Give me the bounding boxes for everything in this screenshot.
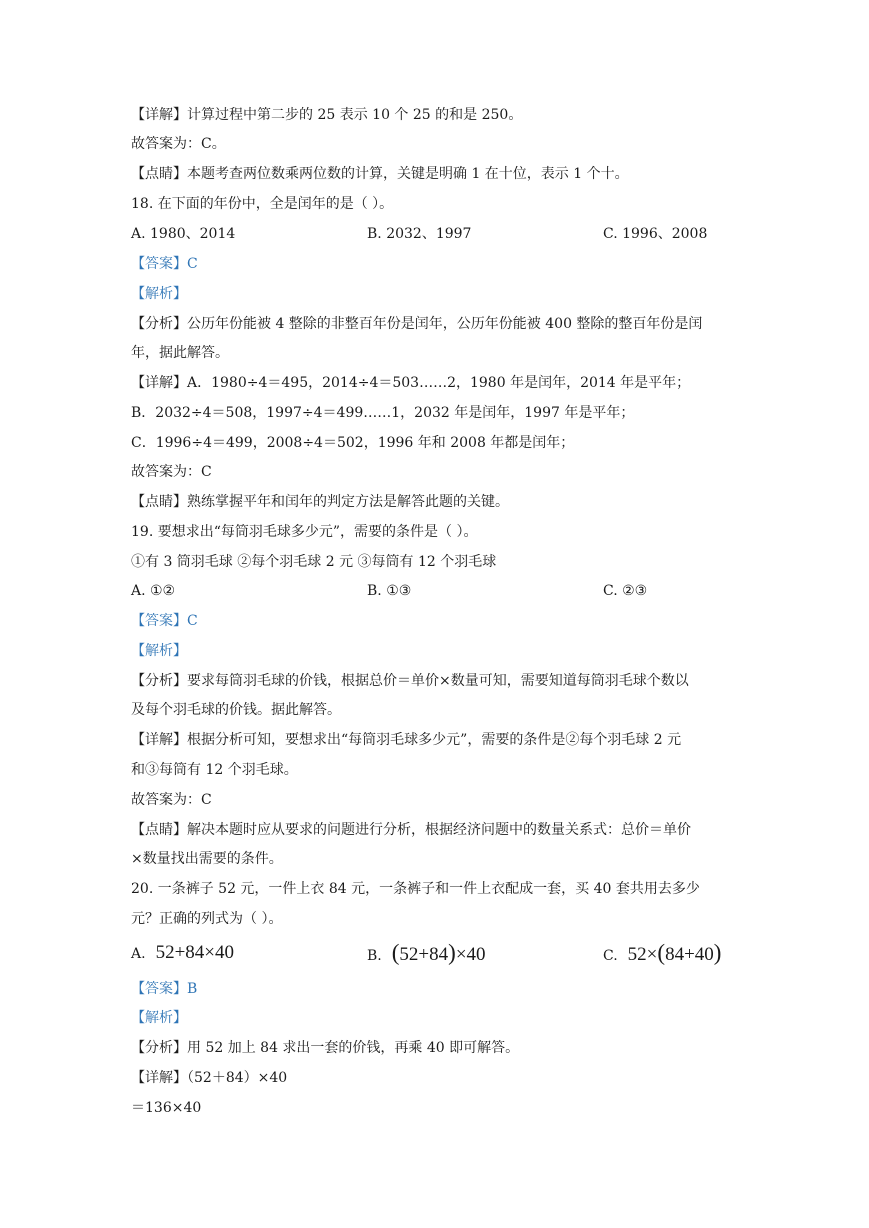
q19-analysis-tag: 【解析】 (131, 643, 187, 659)
q18-answer-tag: 【答案】C (131, 256, 198, 272)
q20-option-b-label: B. (367, 948, 382, 964)
q19-analysis-line-1: 【分析】要求每筒羽毛球的价钱，根据总价＝单价×数量可知，需要知道每筒羽毛球个数以 (131, 673, 689, 689)
q20-option-c-left-paren: ( (657, 940, 666, 965)
q20-option-b-tail: ×40 (455, 944, 486, 965)
q19-answer-tag: 【答案】C (131, 613, 198, 629)
q18-analysis-line-1: 【分析】公历年份能被 4 整除的非整百年份是闰年，公历年份能被 400 整除的整百年份是闰 (131, 316, 703, 332)
q19-note-line-1: 【点睛】解决本题时应从要求的问题进行分析，根据经济问题中的数量关系式：总价＝单价 (131, 822, 691, 838)
q20-option-c-label: C. (603, 948, 618, 964)
q20-option-b (367, 940, 486, 965)
q19-option-b: B. ①③ (367, 583, 412, 599)
q19-note-line-2: ×数量找出需要的条件。 (131, 851, 283, 867)
q17-answer-line: 故答案为：C。 (131, 136, 226, 152)
q20-option-c (603, 940, 722, 965)
q18-question: 18. 在下面的年份中，全是闰年的是（ ）。 (131, 196, 394, 212)
q18-analysis-tag: 【解析】 (131, 286, 187, 302)
q18-option-c: C. 1996、2008 (603, 226, 708, 242)
q20-answer-tag: 【答案】B (131, 981, 198, 997)
q18-detail-line-2: B．2032÷4＝508，1997÷4＝499……1，2032 年是闰年，1997 年是平年； (131, 405, 635, 421)
q20-question-line-2: 元？正确的列式为（ ）。 (131, 911, 283, 927)
q20-option-b-right-paren: ) (448, 940, 456, 965)
q20-option-c-head: 52× (627, 944, 658, 965)
q19-conditions: ①有 3 筒羽毛球 ②每个羽毛球 2 元 ③每筒有 12 个羽毛球 (131, 554, 497, 570)
q20-option-b-inner: 52+84 (399, 944, 449, 965)
q19-option-a: A. ①② (131, 583, 176, 599)
q17-note-line: 【点睛】本题考查两位数乘两位数的计算，关键是明确 1 在十位，表示 1 个十。 (131, 166, 629, 182)
q20-option-b-left-paren: ( (391, 940, 400, 965)
q18-analysis-line-2: 年，据此解答。 (131, 345, 229, 361)
q18-detail-line-1: 【详解】A．1980÷4＝495，2014÷4＝503……2，1980 年是闰年，2014 年是平年； (131, 375, 691, 391)
q19-final-answer: 故答案为：C (131, 792, 212, 808)
q20-question-line-1: 20. 一条裤子 52 元，一件上衣 84 元，一条裤子和一件上衣配成一套，买 40 套共用去多少 (131, 881, 700, 897)
q20-option-a (131, 943, 234, 963)
q20-detail-line-2: ＝136×40 (131, 1100, 202, 1116)
q18-final-answer: 故答案为：C (131, 464, 212, 480)
q17-detail-line: 【详解】计算过程中第二步的 25 表示 10 个 25 的和是 250。 (131, 107, 523, 123)
q20-option-a-formula: 52+84×40 (155, 942, 234, 963)
q20-detail-line-1: 【详解】（52＋84）×40 (131, 1070, 288, 1086)
q19-question: 19. 要想求出“每筒羽毛球多少元”，需要的条件是（ ）。 (131, 524, 478, 540)
q20-option-c-right-paren: ) (713, 940, 722, 965)
q20-option-c-inner: 84+40 (665, 944, 714, 965)
q18-detail-line-3: C．1996÷4＝499，2008÷4＝502，1996 年和 2008 年都是闰年； (131, 435, 575, 451)
q20-option-c-formula (627, 940, 722, 965)
q19-detail-line-2: 和③每筒有 12 个羽毛球。 (131, 762, 298, 778)
q18-option-b: B. 2032、1997 (367, 226, 472, 242)
q20-analysis-tag: 【解析】 (131, 1010, 187, 1026)
q20-option-b-formula (391, 940, 486, 965)
q19-analysis-line-2: 及每个羽毛球的价钱。据此解答。 (131, 702, 341, 718)
q19-option-c: C. ②③ (603, 583, 648, 599)
q20-analysis-line: 【分析】用 52 加上 84 求出一套的价钱，再乘 40 即可解答。 (131, 1040, 520, 1056)
q18-option-a: A. 1980、2014 (131, 226, 236, 242)
q19-detail-line-1: 【详解】根据分析可知，要想求出“每筒羽毛球多少元”，需要的条件是②每个羽毛球 2 元 (131, 732, 682, 748)
q20-option-a-label: A. (131, 946, 146, 962)
q18-note-line: 【点睛】熟练掌握平年和闰年的判定方法是解答此题的关键。 (131, 494, 509, 510)
